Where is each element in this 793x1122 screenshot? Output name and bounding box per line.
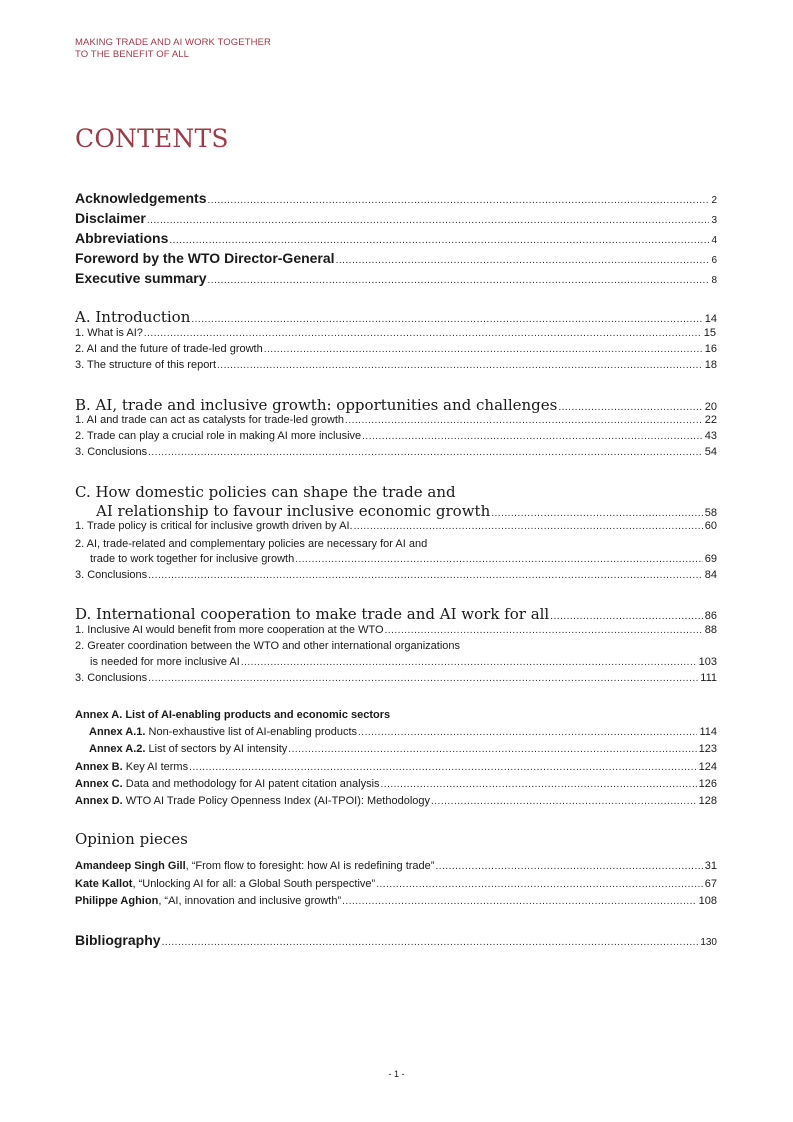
toc-annex-page: 128: [698, 795, 717, 807]
toc-opinion-title: , “AI, innovation and inclusive growth”: [158, 895, 342, 907]
toc-subentry[interactable]: [90, 656, 717, 668]
toc-section-title: D. International cooperation to make trade and AI work for all: [75, 605, 550, 623]
toc-annex-label: List of sectors by AI intensity: [145, 743, 288, 755]
toc-opinion-entry[interactable]: [75, 860, 717, 872]
toc-subentry[interactable]: [75, 359, 717, 371]
toc-subentry-label: 2. AI and the future of trade-led growth: [75, 343, 263, 355]
toc-subentry-page: 60: [704, 520, 717, 532]
toc-opinion-page: 67: [704, 878, 717, 890]
running-header-line-1: MAKING TRADE AND AI WORK TOGETHER: [75, 37, 271, 48]
toc-entry-label: Abbreviations: [75, 230, 169, 246]
toc-annex-number: Annex A.2.: [89, 743, 146, 755]
toc-opinion-entry[interactable]: [75, 878, 717, 890]
toc-annex-label: WTO AI Trade Policy Openness Index (AI-TPOI): Methodology: [122, 795, 430, 807]
toc-entry-page: 2: [711, 195, 717, 206]
toc-annex-label: Data and methodology for AI patent citation analysis: [122, 778, 380, 790]
toc-subentry-page: 22: [704, 414, 717, 426]
toc-subentry-line1[interactable]: 2. Greater coordination between the WTO and other international organizations: [75, 640, 461, 652]
toc-annex-label: Key AI terms: [122, 761, 189, 773]
toc-entry-label: Acknowledgements: [75, 190, 207, 206]
toc-annex-page: 126: [698, 778, 717, 790]
toc-subentry-page: 54: [704, 446, 717, 458]
toc-section-page: 14: [704, 313, 717, 325]
toc-annex-number: Annex D.: [75, 795, 123, 807]
toc-section-page: 20: [704, 401, 717, 413]
toc-subentry-line1[interactable]: 2. AI, trade-related and complementary policies are necessary for AI and: [75, 538, 428, 550]
toc-annex-entry[interactable]: [75, 761, 717, 773]
toc-subentry-page: 18: [704, 359, 717, 371]
toc-section-c-title-line1[interactable]: C. How domestic policies can shape the trade and: [75, 483, 456, 501]
toc-subentry[interactable]: [75, 520, 717, 532]
toc-subentry[interactable]: [75, 569, 717, 581]
toc-opinion-page: 108: [698, 895, 717, 907]
toc-subentry[interactable]: [75, 327, 717, 339]
toc-annex-heading[interactable]: Annex A. List of AI-enabling products and economic sectors: [75, 709, 391, 721]
toc-subentry-label: 3. Conclusions: [75, 672, 148, 684]
toc-subentry[interactable]: [75, 343, 717, 355]
toc-subentry-label: 1. What is AI?: [75, 327, 143, 339]
toc-subentry[interactable]: [75, 446, 717, 458]
toc-annex-page: 114: [699, 726, 717, 738]
toc-entry-foreword[interactable]: [75, 250, 717, 266]
toc-section-a[interactable]: [75, 308, 717, 326]
toc-entry-page: 8: [711, 275, 717, 286]
toc-subentry-page: 15: [703, 327, 716, 339]
toc-annex-page: 123: [698, 743, 717, 755]
toc-subentry-page: 16: [704, 343, 717, 355]
toc-opinion-author: Kate Kallot: [75, 878, 133, 890]
toc-section-title: A. Introduction: [75, 308, 191, 326]
toc-subentry-label: trade to work together for inclusive growth: [90, 553, 295, 565]
toc-section-d[interactable]: [75, 605, 717, 623]
toc-subentry-label: is needed for more inclusive AI: [90, 656, 240, 668]
toc-subentry-page: 111: [700, 672, 717, 684]
toc-opinion-title: , “From flow to foresight: how AI is redefining trade”: [185, 860, 435, 872]
toc-opinion-heading: Opinion pieces: [75, 830, 188, 848]
toc-entry-acknowledgements[interactable]: [75, 190, 717, 206]
toc-subentry-label: 3. Conclusions: [75, 569, 148, 581]
toc-annex-entry[interactable]: [89, 743, 717, 755]
toc-annex-entry[interactable]: [75, 778, 717, 790]
toc-subentry-page: 84: [704, 569, 717, 581]
toc-annex-number: Annex A.1.: [89, 726, 146, 738]
toc-section-c[interactable]: [96, 502, 717, 520]
toc-entry-page: 4: [711, 235, 717, 246]
toc-entry-page: 6: [711, 255, 717, 266]
toc-opinion-entry[interactable]: [75, 895, 717, 907]
toc-entry-label: Executive summary: [75, 270, 207, 286]
toc-subentry[interactable]: [75, 624, 717, 636]
toc-subentry-page: 88: [704, 624, 717, 636]
toc-subentry[interactable]: [75, 672, 717, 684]
toc-entry-page: 130: [700, 937, 717, 948]
toc-annex-page: 124: [698, 761, 717, 773]
toc-entry-page: 3: [711, 215, 717, 226]
toc-subentry-label: 1. AI and trade can act as catalysts for trade-led growth: [75, 414, 345, 426]
toc-annex-number: Annex B.: [75, 761, 123, 773]
toc-subentry[interactable]: [90, 553, 717, 565]
toc-entry-bibliography[interactable]: [75, 932, 717, 948]
toc-subentry-label: 3. Conclusions: [75, 446, 148, 458]
toc-annex-label: Non-exhaustive list of AI-enabling products: [145, 726, 358, 738]
toc-entry-label: Foreword by the WTO Director-General: [75, 250, 335, 266]
page-number: - 1 -: [388, 1069, 405, 1079]
toc-subentry-label: 1. Trade policy is critical for inclusive growth driven by AI.: [75, 520, 353, 532]
toc-annex-number: Annex C.: [75, 778, 123, 790]
toc-subentry-label: 2. Trade can play a crucial role in making AI more inclusive: [75, 430, 362, 442]
toc-entry-label: Disclaimer: [75, 210, 146, 226]
toc-opinion-author: Philippe Aghion: [75, 895, 159, 907]
running-header: [75, 37, 271, 61]
toc-opinion-author: Amandeep Singh Gill: [75, 860, 186, 872]
toc-annex-entry[interactable]: [89, 726, 717, 738]
toc-subentry-page: 103: [698, 656, 717, 668]
toc-entry-label: Bibliography: [75, 932, 161, 948]
toc-subentry[interactable]: [75, 430, 717, 442]
toc-subentry-page: 69: [704, 553, 717, 565]
toc-opinion-page: 31: [704, 860, 717, 872]
toc-entry-abbreviations[interactable]: [75, 230, 717, 246]
toc-section-title: AI relationship to favour inclusive economic growth: [96, 502, 491, 520]
toc-entry-executive-summary[interactable]: [75, 270, 717, 286]
toc-section-page: 86: [704, 610, 717, 622]
page-title: CONTENTS: [75, 124, 229, 153]
toc-subentry[interactable]: [75, 414, 717, 426]
toc-subentry-label: 3. The structure of this report: [75, 359, 217, 371]
toc-section-title: B. AI, trade and inclusive growth: opportunities and challenges: [75, 396, 558, 414]
toc-subentry-label: 1. Inclusive AI would benefit from more cooperation at the WTO: [75, 624, 384, 636]
toc-section-b[interactable]: [75, 396, 717, 414]
toc-entry-disclaimer[interactable]: [75, 210, 717, 226]
toc-opinion-title: , “Unlocking AI for all: a Global South perspective”: [132, 878, 376, 890]
toc-subentry-page: 43: [704, 430, 717, 442]
toc-annex-entry[interactable]: [75, 795, 717, 807]
toc-section-page: 58: [704, 507, 717, 519]
running-header-line-2: TO THE BENEFIT OF ALL: [75, 49, 190, 60]
